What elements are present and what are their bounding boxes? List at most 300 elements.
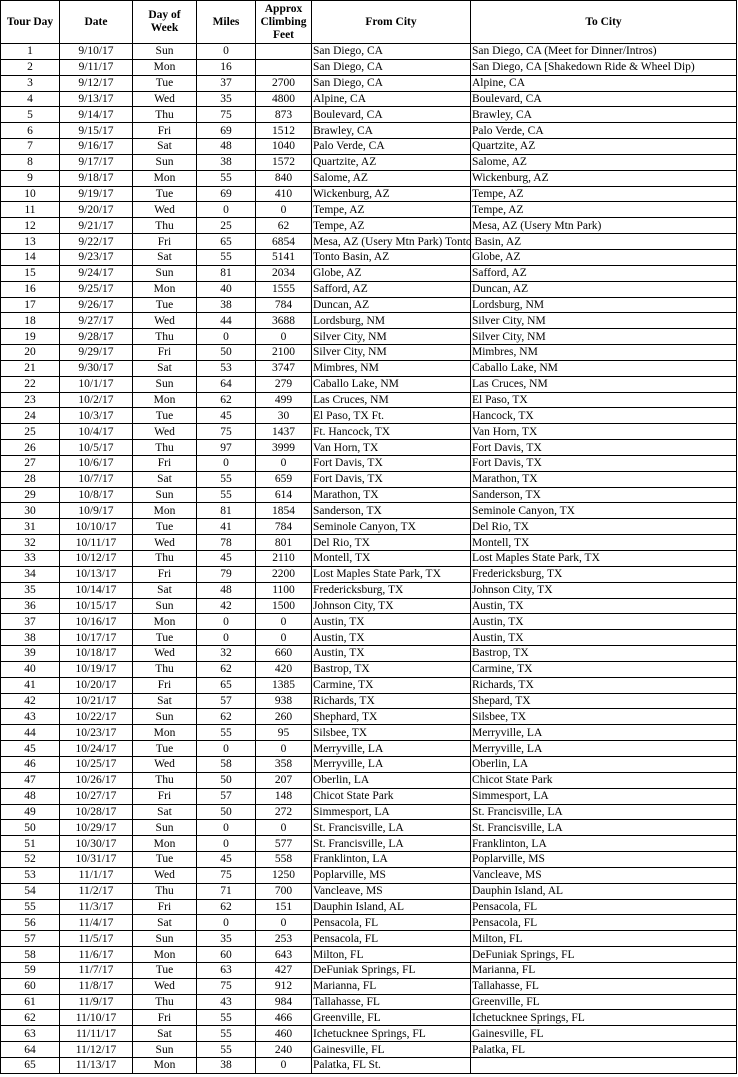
day-of-week-cell: Sat bbox=[133, 360, 197, 376]
date-cell: 10/20/17 bbox=[60, 677, 133, 693]
header-from-city: From City bbox=[312, 1, 471, 44]
miles-cell: 0 bbox=[197, 614, 256, 630]
tour-day-cell: 63 bbox=[1, 1026, 60, 1042]
date-cell: 10/31/17 bbox=[60, 852, 133, 868]
date-cell: 10/30/17 bbox=[60, 836, 133, 852]
tour-day-cell: 27 bbox=[1, 455, 60, 471]
miles-cell: 78 bbox=[197, 535, 256, 551]
climbing-feet-cell: 0 bbox=[256, 614, 312, 630]
tour-day-cell: 60 bbox=[1, 978, 60, 994]
day-of-week-cell: Mon bbox=[133, 503, 197, 519]
climbing-feet-cell: 499 bbox=[256, 392, 312, 408]
date-cell: 10/8/17 bbox=[60, 487, 133, 503]
miles-cell: 0 bbox=[197, 820, 256, 836]
tour-day-cell: 31 bbox=[1, 519, 60, 535]
to-city-cell: Las Cruces, NM bbox=[471, 376, 737, 392]
date-cell: 10/6/17 bbox=[60, 455, 133, 471]
miles-cell: 55 bbox=[197, 725, 256, 741]
date-cell: 10/5/17 bbox=[60, 440, 133, 456]
to-city-cell: Simmesport, LA bbox=[471, 788, 737, 804]
from-city-cell: Austin, TX bbox=[312, 614, 471, 630]
table-row bbox=[1, 566, 737, 582]
date-cell: 9/22/17 bbox=[60, 234, 133, 250]
table-row bbox=[1, 360, 737, 376]
table-row bbox=[1, 329, 737, 345]
day-of-week-cell: Mon bbox=[133, 392, 197, 408]
miles-cell: 69 bbox=[197, 186, 256, 202]
miles-cell: 62 bbox=[197, 709, 256, 725]
date-cell: 11/5/17 bbox=[60, 931, 133, 947]
table-row bbox=[1, 788, 737, 804]
tour-day-cell: 1 bbox=[1, 44, 60, 60]
date-cell: 10/3/17 bbox=[60, 408, 133, 424]
date-cell: 10/25/17 bbox=[60, 756, 133, 772]
to-city-cell: Fort Davis, TX bbox=[471, 440, 737, 456]
table-row bbox=[1, 44, 737, 60]
from-city-cell: Bastrop, TX bbox=[312, 661, 471, 677]
to-city-cell: Globe, AZ bbox=[471, 249, 737, 265]
to-city-cell: DeFuniak Springs, FL bbox=[471, 947, 737, 963]
miles-cell: 45 bbox=[197, 852, 256, 868]
tour-day-cell: 64 bbox=[1, 1042, 60, 1058]
day-of-week-cell: Thu bbox=[133, 551, 197, 567]
day-of-week-cell: Sat bbox=[133, 693, 197, 709]
miles-cell: 37 bbox=[197, 75, 256, 91]
to-city-cell: Poplarville, MS bbox=[471, 852, 737, 868]
date-cell: 10/22/17 bbox=[60, 709, 133, 725]
to-city-cell: Austin, TX bbox=[471, 614, 737, 630]
date-cell: 11/9/17 bbox=[60, 994, 133, 1010]
date-cell: 10/18/17 bbox=[60, 646, 133, 662]
from-city-cell: Silver City, NM bbox=[312, 329, 471, 345]
date-cell: 10/9/17 bbox=[60, 503, 133, 519]
climbing-feet-cell: 240 bbox=[256, 1042, 312, 1058]
tour-day-cell: 40 bbox=[1, 661, 60, 677]
tour-day-cell: 4 bbox=[1, 91, 60, 107]
climbing-feet-cell: 460 bbox=[256, 1026, 312, 1042]
date-cell: 10/11/17 bbox=[60, 535, 133, 551]
tour-day-cell: 16 bbox=[1, 281, 60, 297]
table-row bbox=[1, 107, 737, 123]
tour-day-cell: 37 bbox=[1, 614, 60, 630]
climbing-feet-cell: 938 bbox=[256, 693, 312, 709]
day-of-week-cell: Tue bbox=[133, 75, 197, 91]
table-row bbox=[1, 915, 737, 931]
date-cell: 11/10/17 bbox=[60, 1010, 133, 1026]
to-city-cell: Johnson City, TX bbox=[471, 582, 737, 598]
table-row bbox=[1, 455, 737, 471]
miles-cell: 0 bbox=[197, 202, 256, 218]
tour-day-cell: 22 bbox=[1, 376, 60, 392]
to-city-cell: Merryville, LA bbox=[471, 741, 737, 757]
from-city-cell: El Paso, TX Ft. bbox=[312, 408, 471, 424]
day-of-week-cell: Wed bbox=[133, 756, 197, 772]
day-of-week-cell: Sun bbox=[133, 376, 197, 392]
miles-cell: 38 bbox=[197, 154, 256, 170]
miles-cell: 75 bbox=[197, 107, 256, 123]
day-of-week-cell: Wed bbox=[133, 202, 197, 218]
date-cell: 9/11/17 bbox=[60, 59, 133, 75]
from-city-cell: Mesa, AZ (Usery Mtn Park) Tonto Basin, AZ bbox=[313, 235, 522, 248]
day-of-week-cell: Mon bbox=[133, 281, 197, 297]
date-cell: 11/2/17 bbox=[60, 883, 133, 899]
header-date: Date bbox=[60, 1, 133, 44]
tour-day-cell: 38 bbox=[1, 630, 60, 646]
table-row bbox=[1, 313, 737, 329]
miles-cell: 55 bbox=[197, 1042, 256, 1058]
climbing-feet-cell: 984 bbox=[256, 994, 312, 1010]
day-of-week-cell: Sat bbox=[133, 915, 197, 931]
miles-cell: 25 bbox=[197, 218, 256, 234]
climbing-feet-cell: 151 bbox=[256, 899, 312, 915]
table-row bbox=[1, 408, 737, 424]
from-city-cell: Merryville, LA bbox=[312, 756, 471, 772]
climbing-feet-cell: 660 bbox=[256, 646, 312, 662]
date-cell: 9/19/17 bbox=[60, 186, 133, 202]
climbing-feet-cell: 3688 bbox=[256, 313, 312, 329]
to-city-cell: Montell, TX bbox=[471, 535, 737, 551]
table-row bbox=[1, 867, 737, 883]
miles-cell: 71 bbox=[197, 883, 256, 899]
table-row bbox=[1, 899, 737, 915]
tour-day-cell: 7 bbox=[1, 139, 60, 155]
from-city-cell: Fort Davis, TX bbox=[312, 455, 471, 471]
to-city-cell: Duncan, AZ bbox=[471, 281, 737, 297]
miles-cell: 55 bbox=[197, 1026, 256, 1042]
climbing-feet-cell: 3999 bbox=[256, 440, 312, 456]
tour-day-cell: 30 bbox=[1, 503, 60, 519]
from-city-cell: Caballo Lake, NM bbox=[312, 376, 471, 392]
day-of-week-cell: Fri bbox=[133, 123, 197, 139]
day-of-week-cell: Wed bbox=[133, 978, 197, 994]
table-row bbox=[1, 265, 737, 281]
climbing-feet-cell: 260 bbox=[256, 709, 312, 725]
miles-cell: 41 bbox=[197, 519, 256, 535]
table-row bbox=[1, 503, 737, 519]
header-miles: Miles bbox=[197, 1, 256, 44]
day-of-week-cell: Sun bbox=[133, 1042, 197, 1058]
from-city-cell: Seminole Canyon, TX bbox=[312, 519, 471, 535]
tour-day-cell: 12 bbox=[1, 218, 60, 234]
table-row bbox=[1, 994, 737, 1010]
climbing-feet-cell: 253 bbox=[256, 931, 312, 947]
day-of-week-cell: Tue bbox=[133, 297, 197, 313]
to-city-cell: Fort Davis, TX bbox=[471, 455, 737, 471]
climbing-feet-cell: 1500 bbox=[256, 598, 312, 614]
table-row bbox=[1, 1042, 737, 1058]
day-of-week-cell: Sun bbox=[133, 931, 197, 947]
table-row bbox=[1, 1010, 737, 1026]
day-of-week-cell: Tue bbox=[133, 186, 197, 202]
miles-cell: 42 bbox=[197, 598, 256, 614]
from-city-cell: Lost Maples State Park, TX bbox=[312, 566, 471, 582]
miles-cell: 97 bbox=[197, 440, 256, 456]
tour-day-cell: 35 bbox=[1, 582, 60, 598]
day-of-week-cell: Thu bbox=[133, 994, 197, 1010]
from-city-cell: Mimbres, NM bbox=[312, 360, 471, 376]
from-city-cell: San Diego, CA bbox=[312, 59, 471, 75]
table-row bbox=[1, 661, 737, 677]
tour-day-cell: 49 bbox=[1, 804, 60, 820]
table-row bbox=[1, 725, 737, 741]
from-city-cell: Merryville, LA bbox=[312, 741, 471, 757]
from-city-cell: Alpine, CA bbox=[312, 91, 471, 107]
miles-cell: 64 bbox=[197, 376, 256, 392]
climbing-feet-cell: 801 bbox=[256, 535, 312, 551]
table-row bbox=[1, 186, 737, 202]
day-of-week-cell: Thu bbox=[133, 883, 197, 899]
date-cell: 9/16/17 bbox=[60, 139, 133, 155]
from-city-cell: San Diego, CA bbox=[312, 44, 471, 60]
header-row bbox=[1, 1, 737, 44]
tour-day-cell: 24 bbox=[1, 408, 60, 424]
tour-day-cell: 54 bbox=[1, 883, 60, 899]
tour-day-cell: 48 bbox=[1, 788, 60, 804]
climbing-feet-cell: 148 bbox=[256, 788, 312, 804]
table-row bbox=[1, 424, 737, 440]
date-cell: 11/12/17 bbox=[60, 1042, 133, 1058]
date-cell: 10/21/17 bbox=[60, 693, 133, 709]
miles-cell: 62 bbox=[197, 899, 256, 915]
from-city-cell: Marianna, FL bbox=[312, 978, 471, 994]
day-of-week-cell: Sat bbox=[133, 804, 197, 820]
from-city-cell: Boulevard, CA bbox=[312, 107, 471, 123]
tour-day-cell: 44 bbox=[1, 725, 60, 741]
climbing-feet-cell: 643 bbox=[256, 947, 312, 963]
miles-cell: 75 bbox=[197, 424, 256, 440]
date-cell: 11/13/17 bbox=[60, 1058, 133, 1074]
climbing-feet-cell: 30 bbox=[256, 408, 312, 424]
table-row bbox=[1, 234, 737, 250]
miles-cell: 0 bbox=[197, 329, 256, 345]
to-city-cell: Boulevard, CA bbox=[471, 91, 737, 107]
from-city-cell: Poplarville, MS bbox=[312, 867, 471, 883]
table-row bbox=[1, 345, 737, 361]
to-city-cell: Fredericksburg, TX bbox=[471, 566, 737, 582]
tour-day-cell: 32 bbox=[1, 535, 60, 551]
day-of-week-cell: Thu bbox=[133, 107, 197, 123]
date-cell: 9/24/17 bbox=[60, 265, 133, 281]
climbing-feet-cell: 0 bbox=[256, 630, 312, 646]
date-cell: 9/10/17 bbox=[60, 44, 133, 60]
climbing-feet-cell: 1385 bbox=[256, 677, 312, 693]
table-row bbox=[1, 440, 737, 456]
climbing-feet-cell: 0 bbox=[256, 820, 312, 836]
date-cell: 11/3/17 bbox=[60, 899, 133, 915]
miles-cell: 38 bbox=[197, 1058, 256, 1074]
from-city-cell: Silsbee, TX bbox=[312, 725, 471, 741]
from-city-cell: Montell, TX bbox=[312, 551, 471, 567]
tour-day-cell: 36 bbox=[1, 598, 60, 614]
from-city-cell: Palatka, FL St. bbox=[312, 1058, 471, 1074]
table-row bbox=[1, 598, 737, 614]
climbing-feet-cell: 1100 bbox=[256, 582, 312, 598]
miles-cell: 62 bbox=[197, 392, 256, 408]
climbing-feet-cell: 1572 bbox=[256, 154, 312, 170]
date-cell: 9/12/17 bbox=[60, 75, 133, 91]
table-row bbox=[1, 709, 737, 725]
tour-day-cell: 23 bbox=[1, 392, 60, 408]
date-cell: 9/20/17 bbox=[60, 202, 133, 218]
table-row bbox=[1, 614, 737, 630]
day-of-week-cell: Wed bbox=[133, 646, 197, 662]
day-of-week-cell: Mon bbox=[133, 1058, 197, 1074]
date-cell: 9/30/17 bbox=[60, 360, 133, 376]
climbing-feet-cell: 912 bbox=[256, 978, 312, 994]
date-cell: 10/29/17 bbox=[60, 820, 133, 836]
to-city-cell: Seminole Canyon, TX bbox=[471, 503, 737, 519]
date-cell: 10/2/17 bbox=[60, 392, 133, 408]
table-row bbox=[1, 471, 737, 487]
to-city-cell: Tempe, AZ bbox=[471, 186, 737, 202]
miles-cell: 16 bbox=[197, 59, 256, 75]
from-city-cell: Brawley, CA bbox=[312, 123, 471, 139]
from-city-cell: Fort Davis, TX bbox=[312, 471, 471, 487]
to-city-cell: Tallahasse, FL bbox=[471, 978, 737, 994]
miles-cell: 0 bbox=[197, 836, 256, 852]
to-city-cell: Salome, AZ bbox=[471, 154, 737, 170]
to-city-cell: Sanderson, TX bbox=[471, 487, 737, 503]
date-cell: 9/15/17 bbox=[60, 123, 133, 139]
table-row bbox=[1, 582, 737, 598]
from-city-cell: Del Rio, TX bbox=[312, 535, 471, 551]
to-city-cell: Dauphin Island, AL bbox=[471, 883, 737, 899]
climbing-feet-cell: 95 bbox=[256, 725, 312, 741]
table-row bbox=[1, 249, 737, 265]
to-city-cell: Milton, FL bbox=[471, 931, 737, 947]
tour-day-cell: 5 bbox=[1, 107, 60, 123]
day-of-week-cell: Mon bbox=[133, 59, 197, 75]
to-city-cell: Alpine, CA bbox=[471, 75, 737, 91]
climbing-feet-cell: 2034 bbox=[256, 265, 312, 281]
day-of-week-cell: Sun bbox=[133, 265, 197, 281]
miles-cell: 81 bbox=[197, 503, 256, 519]
day-of-week-cell: Wed bbox=[133, 867, 197, 883]
tour-day-cell: 46 bbox=[1, 756, 60, 772]
miles-cell: 65 bbox=[197, 677, 256, 693]
day-of-week-cell: Wed bbox=[133, 424, 197, 440]
to-city-cell: San Diego, CA [Shakedown Ride & Wheel Dip) bbox=[471, 59, 737, 75]
day-of-week-cell: Mon bbox=[133, 614, 197, 630]
to-city-cell: Franklinton, LA bbox=[471, 836, 737, 852]
day-of-week-cell: Thu bbox=[133, 440, 197, 456]
day-of-week-cell: Fri bbox=[133, 345, 197, 361]
miles-cell: 0 bbox=[197, 741, 256, 757]
table-row bbox=[1, 1026, 737, 1042]
from-city-cell: Pensacola, FL bbox=[312, 931, 471, 947]
climbing-feet-cell: 0 bbox=[256, 202, 312, 218]
to-city-cell: Marianna, FL bbox=[471, 962, 737, 978]
climbing-feet-cell: 427 bbox=[256, 962, 312, 978]
date-cell: 10/4/17 bbox=[60, 424, 133, 440]
tour-day-cell: 18 bbox=[1, 313, 60, 329]
climbing-feet-cell bbox=[256, 44, 312, 60]
from-city-cell: Tallahasse, FL bbox=[312, 994, 471, 1010]
climbing-feet-cell: 6854 bbox=[256, 234, 312, 250]
from-city-cell: Vancleave, MS bbox=[312, 883, 471, 899]
day-of-week-cell: Sat bbox=[133, 471, 197, 487]
from-city-cell: Greenville, FL bbox=[312, 1010, 471, 1026]
date-cell: 10/16/17 bbox=[60, 614, 133, 630]
day-of-week-cell: Fri bbox=[133, 566, 197, 582]
climbing-feet-cell: 873 bbox=[256, 107, 312, 123]
to-city-cell: Safford, AZ bbox=[471, 265, 737, 281]
table-row bbox=[1, 677, 737, 693]
miles-cell: 58 bbox=[197, 756, 256, 772]
from-city-cell: Globe, AZ bbox=[312, 265, 471, 281]
table-row bbox=[1, 1058, 737, 1074]
tour-day-cell: 19 bbox=[1, 329, 60, 345]
table-row bbox=[1, 535, 737, 551]
date-cell: 9/13/17 bbox=[60, 91, 133, 107]
table-row bbox=[1, 170, 737, 186]
climbing-feet-cell: 272 bbox=[256, 804, 312, 820]
date-cell: 10/1/17 bbox=[60, 376, 133, 392]
from-city-cell: Austin, TX bbox=[312, 646, 471, 662]
miles-cell: 81 bbox=[197, 265, 256, 281]
climbing-feet-cell: 784 bbox=[256, 297, 312, 313]
to-city-cell: Chicot State Park bbox=[471, 772, 737, 788]
day-of-week-cell: Sat bbox=[133, 139, 197, 155]
miles-cell: 0 bbox=[197, 455, 256, 471]
date-cell: 10/19/17 bbox=[60, 661, 133, 677]
to-city-cell: Palatka, FL bbox=[471, 1042, 737, 1058]
to-city-cell bbox=[471, 1058, 737, 1074]
day-of-week-cell: Tue bbox=[133, 962, 197, 978]
climbing-feet-cell: 840 bbox=[256, 170, 312, 186]
from-city-cell: San Diego, CA bbox=[312, 75, 471, 91]
tour-day-cell: 9 bbox=[1, 170, 60, 186]
tour-day-cell: 25 bbox=[1, 424, 60, 440]
day-of-week-cell: Tue bbox=[133, 852, 197, 868]
day-of-week-cell: Sat bbox=[133, 582, 197, 598]
table-row bbox=[1, 836, 737, 852]
miles-cell: 0 bbox=[197, 915, 256, 931]
miles-cell: 45 bbox=[197, 408, 256, 424]
tour-day-cell: 8 bbox=[1, 154, 60, 170]
climbing-feet-cell: 577 bbox=[256, 836, 312, 852]
climbing-feet-cell: 614 bbox=[256, 487, 312, 503]
table-row bbox=[1, 218, 737, 234]
table-row bbox=[1, 820, 737, 836]
table-row bbox=[1, 281, 737, 297]
to-city-cell: Tempe, AZ bbox=[471, 202, 737, 218]
tour-day-cell: 21 bbox=[1, 360, 60, 376]
climbing-feet-cell: 207 bbox=[256, 772, 312, 788]
table-row bbox=[1, 59, 737, 75]
miles-cell: 53 bbox=[197, 360, 256, 376]
miles-cell: 40 bbox=[197, 281, 256, 297]
tour-day-cell: 59 bbox=[1, 962, 60, 978]
from-city-cell: Dauphin Island, AL bbox=[312, 899, 471, 915]
to-city-cell: Shepard, TX bbox=[471, 693, 737, 709]
tour-day-cell: 3 bbox=[1, 75, 60, 91]
from-city-cell: Shephard, TX bbox=[312, 709, 471, 725]
table-row bbox=[1, 376, 737, 392]
table-row bbox=[1, 931, 737, 947]
to-city-cell: Silver City, NM bbox=[471, 313, 737, 329]
from-city-cell: Quartzite, AZ bbox=[312, 154, 471, 170]
day-of-week-cell: Sun bbox=[133, 709, 197, 725]
day-of-week-cell: Sat bbox=[133, 249, 197, 265]
date-cell: 10/15/17 bbox=[60, 598, 133, 614]
climbing-feet-cell bbox=[256, 59, 312, 75]
to-city-cell: Gainesville, FL bbox=[471, 1026, 737, 1042]
miles-cell: 48 bbox=[197, 582, 256, 598]
from-city-cell: Ft. Hancock, TX bbox=[312, 424, 471, 440]
to-city-cell: Merryville, LA bbox=[471, 725, 737, 741]
table-row bbox=[1, 202, 737, 218]
